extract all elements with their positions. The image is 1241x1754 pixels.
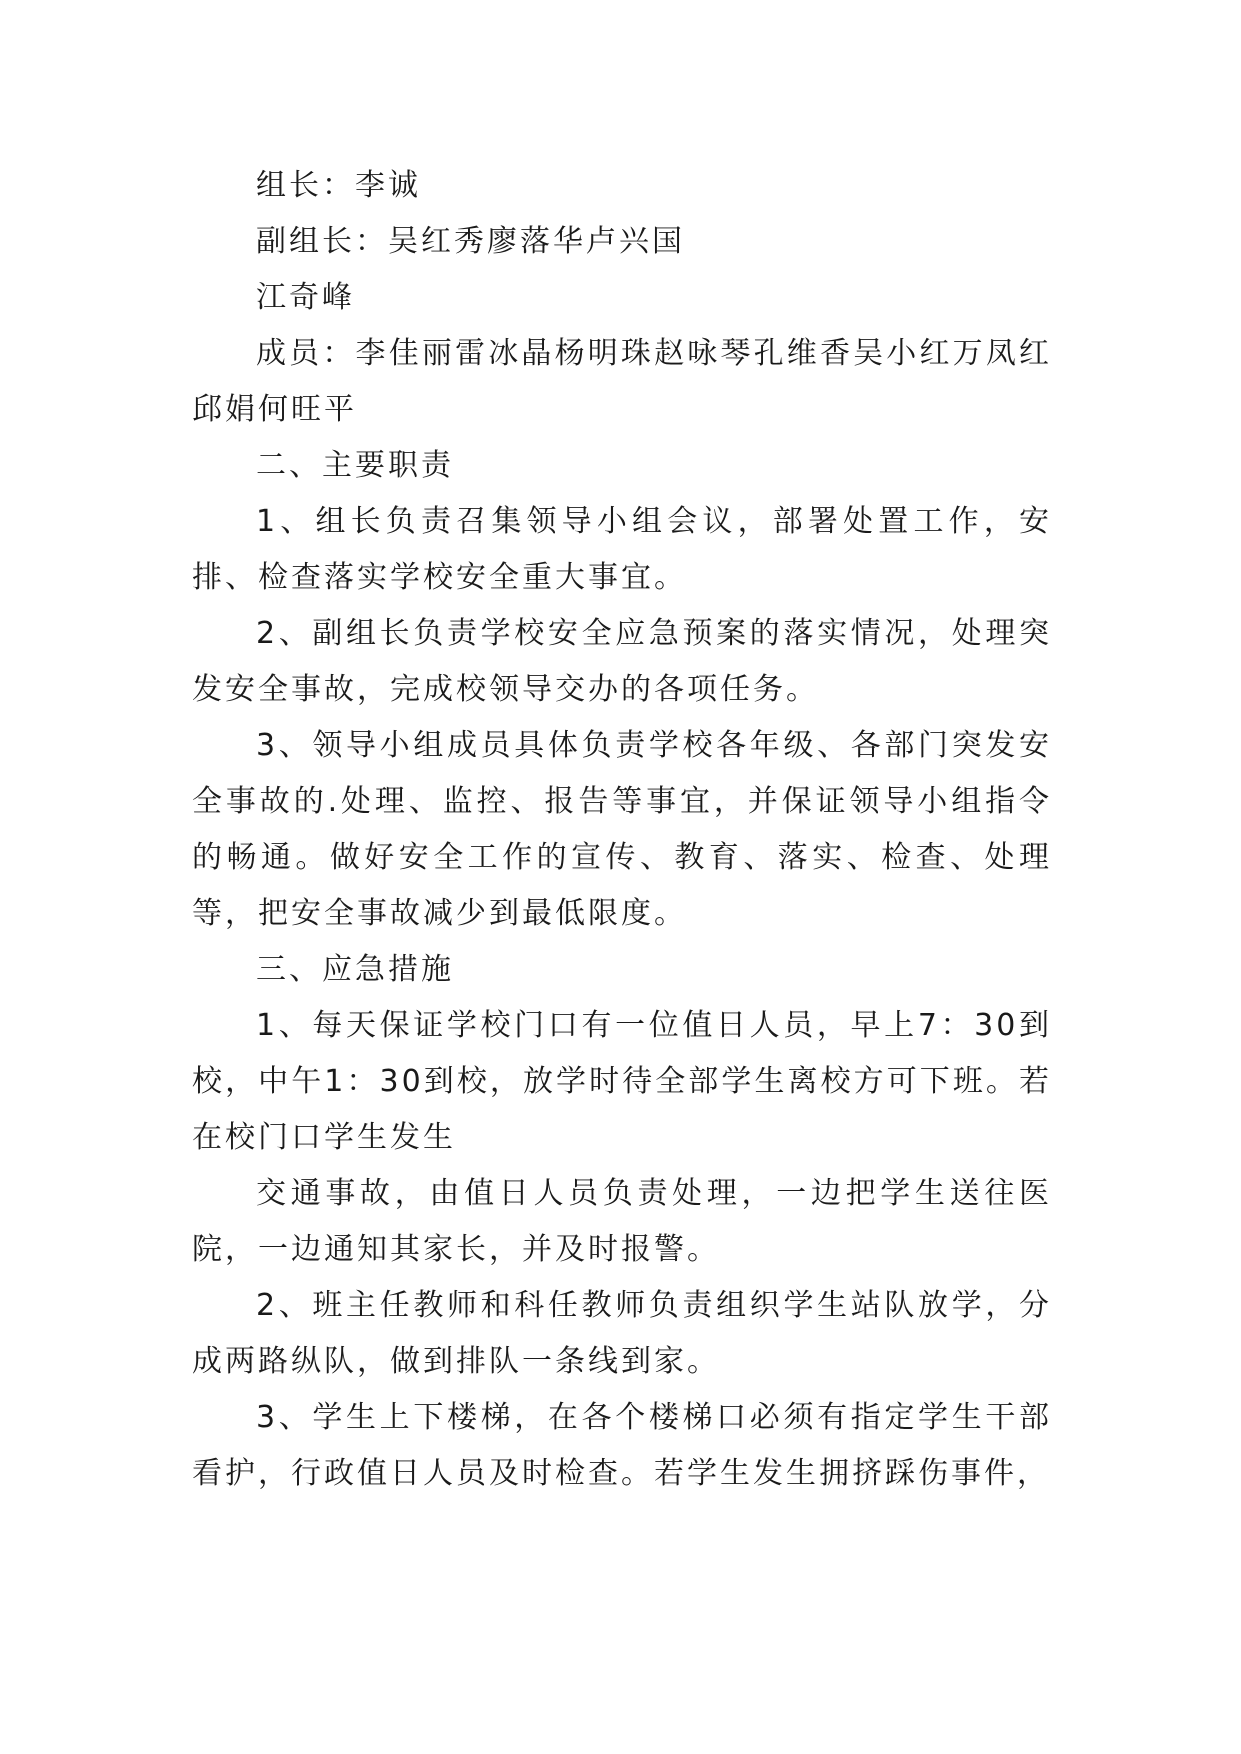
paragraph-measure-1-continued: 交通事故，由值日人员负责处理，一边把学生送往医院，一边通知其家长，并及时报警。 (192, 1176, 1052, 1267)
paragraph-deputy-leaders: 副组长：吴红秀廖落华卢兴国 (256, 224, 685, 259)
paragraph-measure-1: 1、每天保证学校门口有一位值日人员，早上7：30到校，中午1：30到校，放学时待全部学生离校方可下班。若在校门口学生发生 (192, 1008, 1052, 1155)
section-heading-emergency-measures: 三、应急措施 (256, 952, 454, 987)
paragraph-duty-3: 3、领导小组成员具体负责学校各年级、各部门突发安全事故的.处理、监控、报告等事宜，并保证领导小组指令的畅通。做好安全工作的宣传、教育、落实、检查、处理等，把安全事故减少到最低限度。 (192, 728, 1052, 931)
section-heading-main-duties: 二、主要职责 (256, 448, 454, 483)
paragraph-measure-2: 2、班主任教师和科任教师负责组织学生站队放学，分成两路纵队，做到排队一条线到家。 (192, 1288, 1052, 1379)
paragraph-duty-1: 1、组长负责召集领导小组会议，部署处置工作，安排、检查落实学校安全重大事宜。 (192, 504, 1052, 595)
paragraph-members: 成员：李佳丽雷冰晶杨明珠赵咏琴孔维香吴小红万凤红邱娟何旺平 (192, 336, 1052, 427)
paragraph-team-leader: 组长：李诚 (256, 168, 421, 203)
paragraph-measure-3: 3、学生上下楼梯，在各个楼梯口必须有指定学生干部看护，行政值日人员及时检查。若学生发生拥挤踩伤事件， (192, 1400, 1052, 1491)
paragraph-deputy-leaders-continued: 江奇峰 (256, 280, 355, 315)
paragraph-duty-2: 2、副组长负责学校安全应急预案的落实情况，处理突发安全事故，完成校领导交办的各项任务。 (192, 616, 1052, 707)
document-body (192, 158, 1052, 1502)
